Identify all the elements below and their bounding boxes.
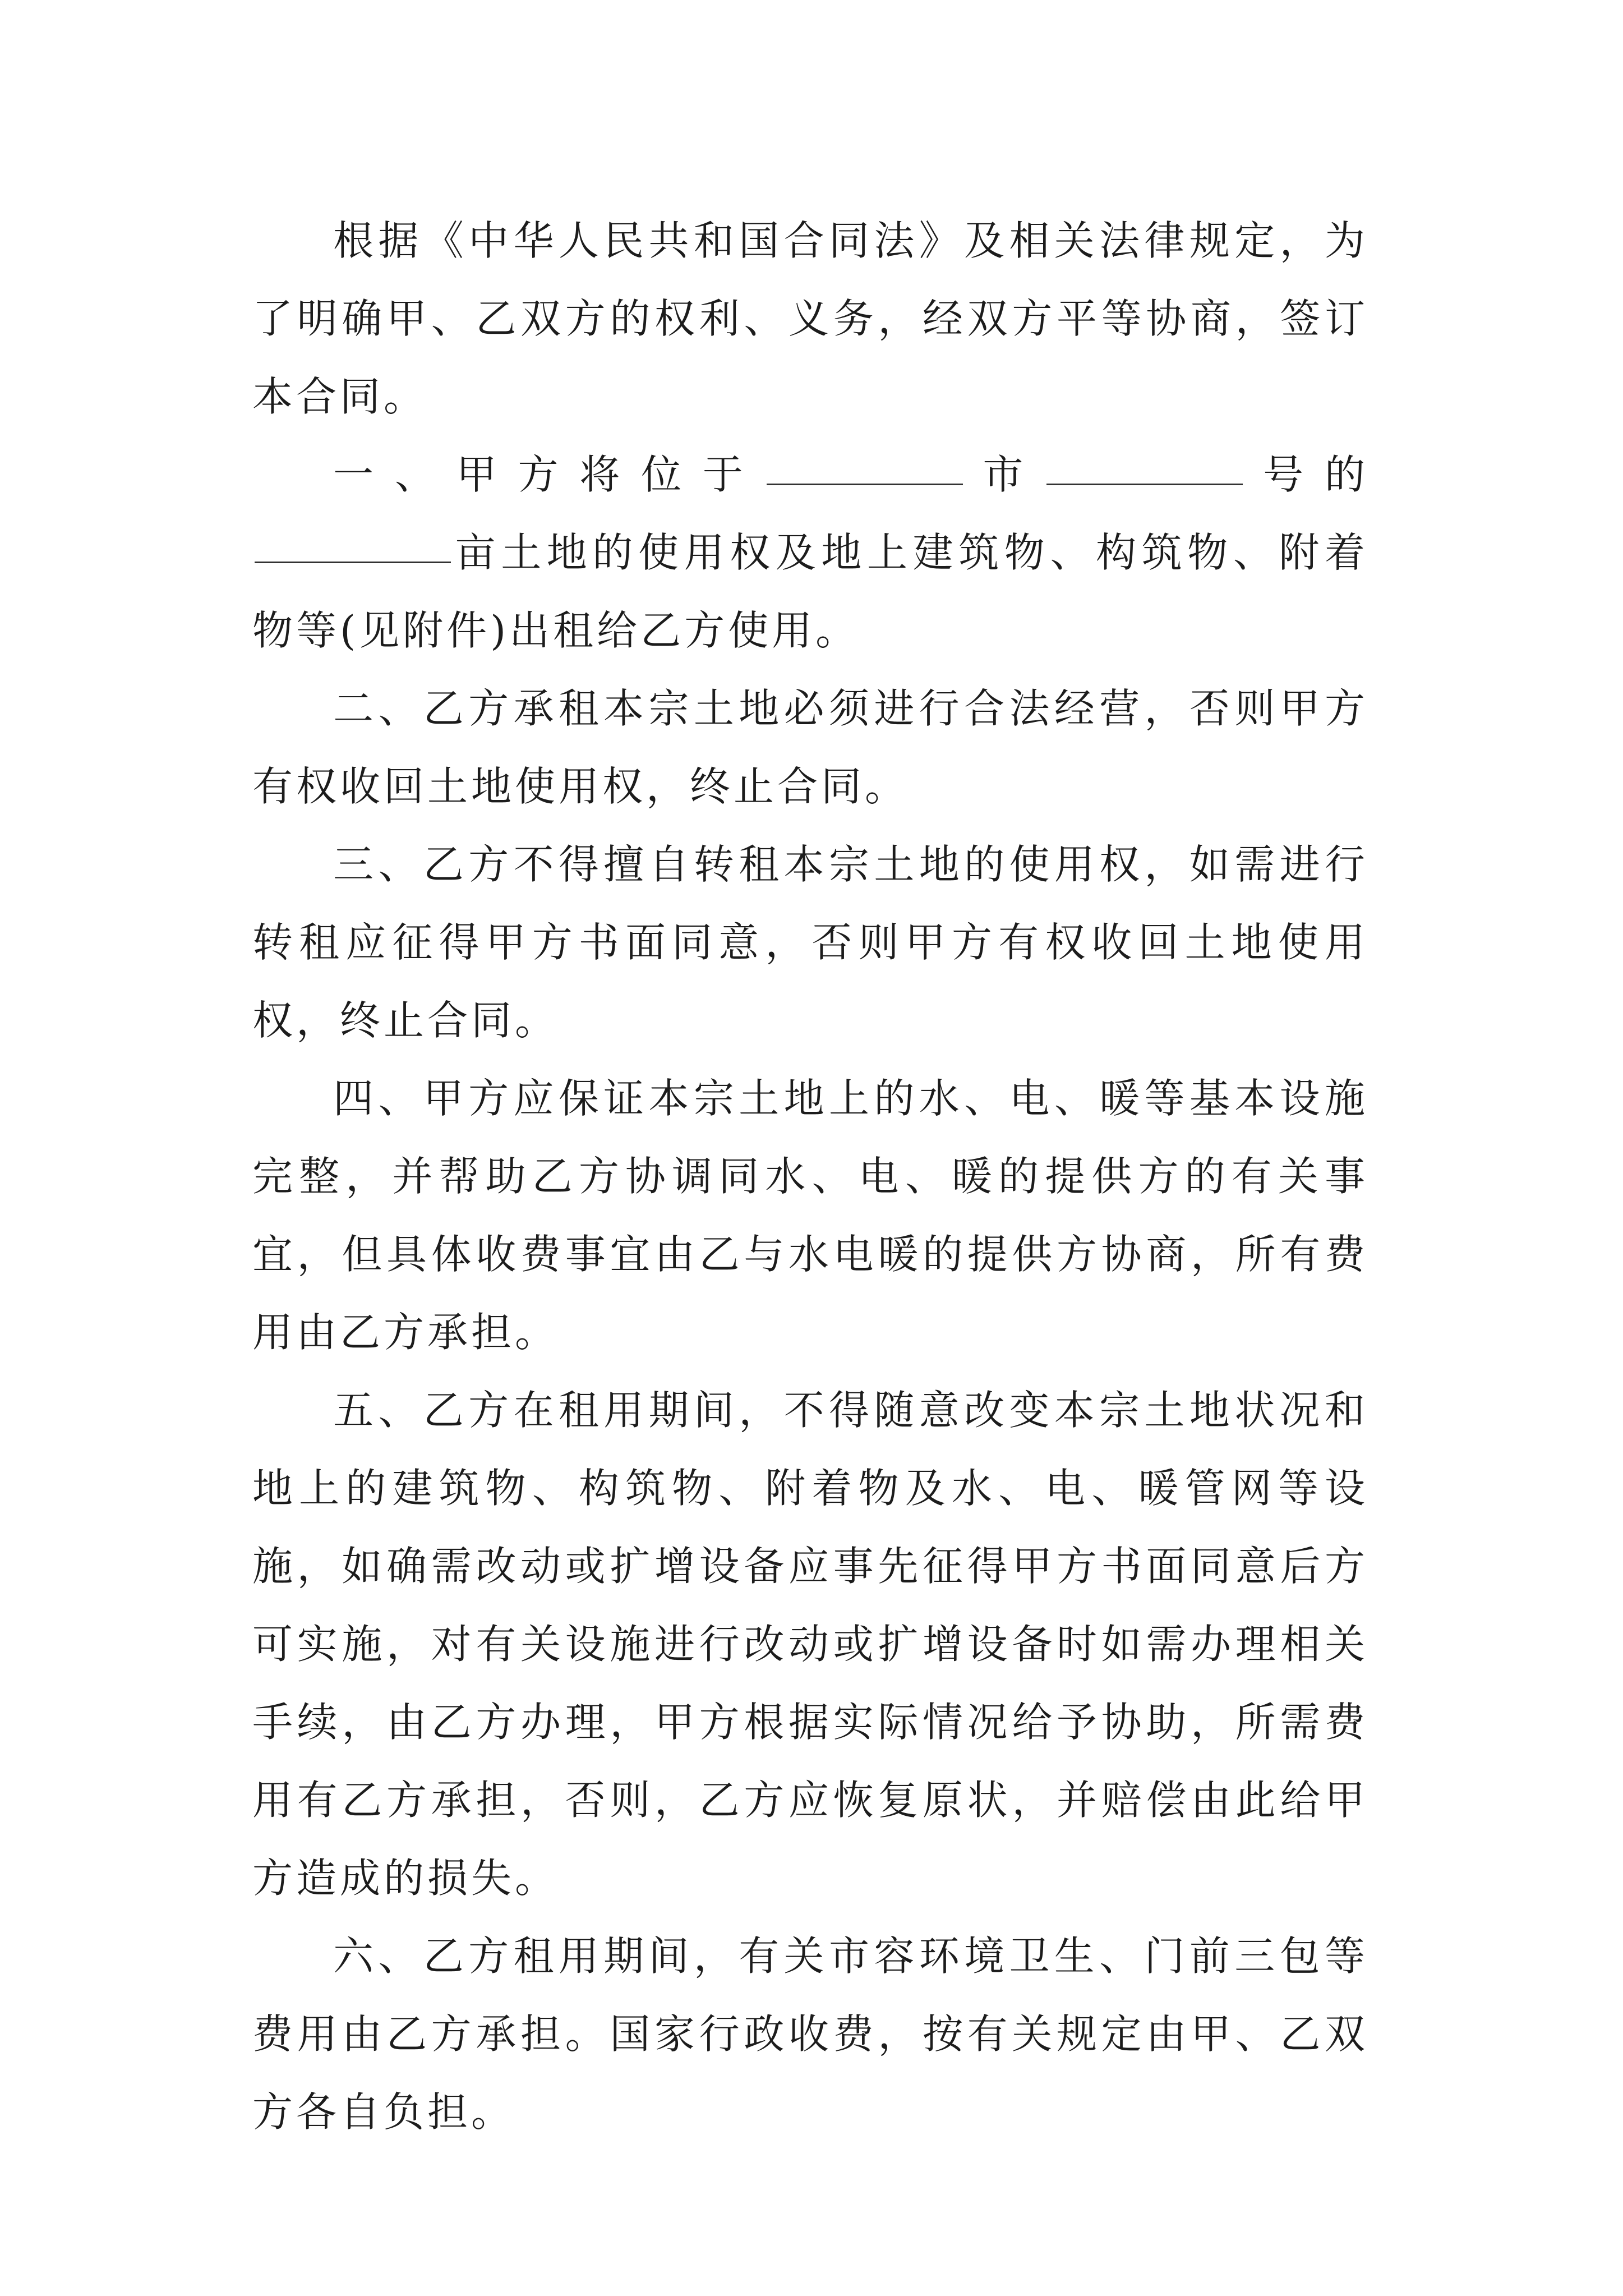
paragraph-clause-4: 四、甲方应保证本宗土地上的水、电、暖等基本设施完整，并帮助乙方协调同水、电、暖的提供方的有关事宜，但具体收费事宜由乙与水电暖的提供方协商，所有费用由乙方承担。 <box>252 1075 1368 1356</box>
paragraph-preamble: 根据《中华人民共和国合同法》及相关法律规定，为了明确甲、乙双方的权利、义务，经双方平等协商，签订本合同。 <box>252 217 1368 420</box>
paragraph-clause-1 <box>252 436 1368 670</box>
clause-1-prefix: 一、甲方将位于 <box>333 451 764 498</box>
clause-1-suffix: 亩土地的使用权及地上建筑物、构筑物、附着物等(见附件)出租给乙方使用。 <box>252 529 1368 654</box>
clause-1-city-label: 市 <box>965 451 1045 498</box>
paragraph-clause-6: 六、乙方租用期间，有关市容环境卫生、门前三包等费用由乙方承担。国家行政收费，按有关规定由甲、乙双方各自负担。 <box>252 1932 1368 2136</box>
paragraph-clause-2: 二、乙方承租本宗土地必须进行合法经营，否则甲方有权收回土地使用权，终止合同。 <box>252 685 1368 810</box>
clause-1-number-label: 号的 <box>1245 451 1368 498</box>
blank-field-location[interactable] <box>767 483 963 485</box>
blank-field-area[interactable] <box>255 561 451 563</box>
document-body <box>252 202 1368 2151</box>
paragraph-clause-5: 五、乙方在租用期间，不得随意改变本宗土地状况和地上的建筑物、构筑物、附着物及水、电、暖管网等设施，如确需改动或扩增设备应事先征得甲方书面同意后方可实施，对有关设施进行改动或扩增设备时如需办理相关手续，由乙方办理，甲方根据实际情况给予协助，所需费用有乙方承担，否则，乙方应恢复原状，并赔偿由此给甲方造成的损失。 <box>252 1387 1368 1902</box>
blank-field-number[interactable] <box>1046 483 1243 485</box>
paragraph-clause-3: 三、乙方不得擅自转租本宗土地的使用权，如需进行转租应征得甲方书面同意，否则甲方有权收回土地使用权，终止合同。 <box>252 841 1368 1044</box>
